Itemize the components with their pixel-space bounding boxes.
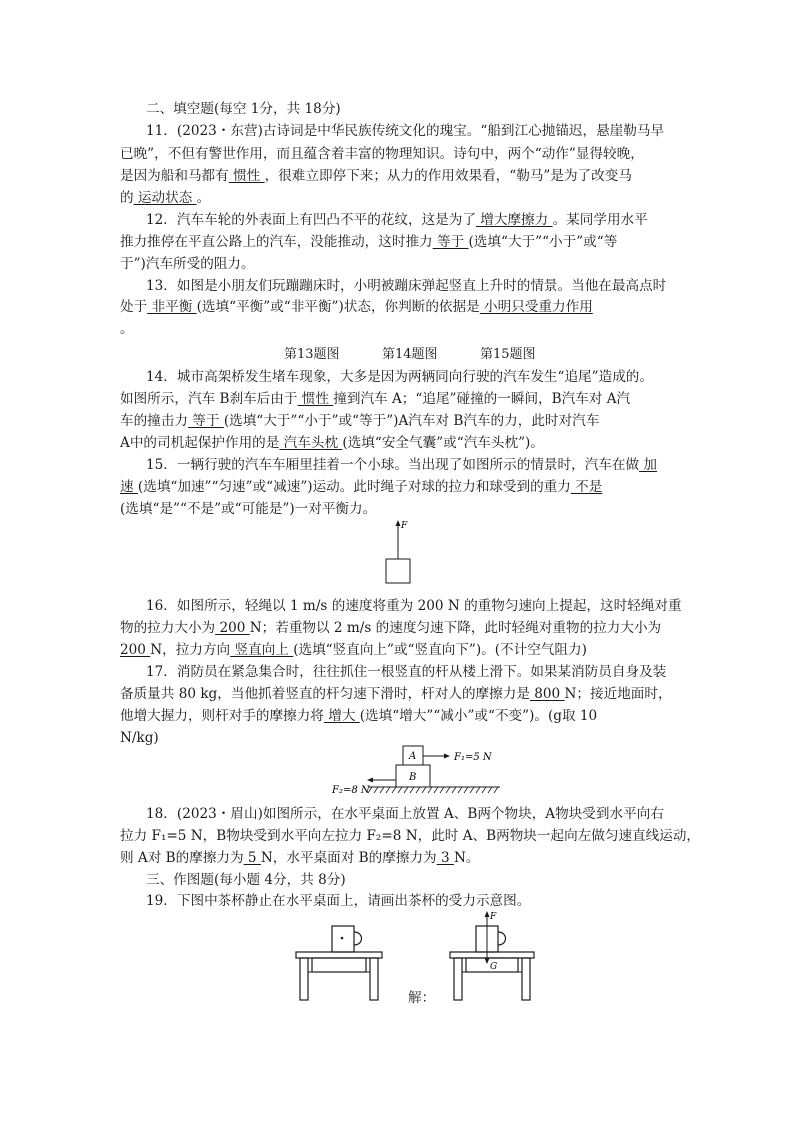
text: 车的撞击力 (120, 413, 188, 429)
text: 则 A对 B的摩擦力为 (120, 850, 244, 866)
answer-blank: 3 (436, 850, 454, 866)
q18-line-3 (120, 850, 479, 866)
figure-16 (380, 516, 430, 588)
q12-line-1 (146, 212, 648, 228)
section-heading-drawing: 三、作图题(每小题 4分，共 8分) (146, 872, 346, 888)
table-top (450, 952, 534, 958)
force-f1-label: F₁=5 N (454, 752, 492, 763)
q13-line-3 (120, 321, 134, 337)
answer-label: 解： (408, 990, 436, 1006)
q14-line-1: 14．城市高架桥发生堵车现象，大多是因为两辆同向行驶的汽车发生“追尾”造成的。 (146, 369, 653, 385)
force-f2-label: F₂=8 N (332, 785, 370, 796)
teacup-handle (354, 932, 362, 945)
figure-19-answer (444, 908, 540, 1004)
q14-line-4 (120, 435, 544, 451)
text: N，水平桌面对 B的摩擦力为 (260, 850, 437, 866)
q17-line-3 (120, 708, 597, 724)
text: (选填“大于”“小于”或“等 (468, 234, 618, 250)
answer-blank: 速 (120, 479, 138, 495)
force-label-g: G (490, 962, 498, 972)
text: (选填“平衡”或“非平衡”)状态，你判断的依据是 (196, 299, 480, 315)
arrow-up-icon (396, 520, 401, 526)
table-drawer (312, 958, 366, 972)
q16-line-2 (120, 620, 661, 636)
q13-line-2 (120, 299, 593, 315)
answer-blank: 不是 (570, 479, 603, 495)
figure-caption-13: 第13题图 (284, 347, 340, 362)
text: 是因为船和马都有 (120, 168, 229, 184)
text: N；若重物以 2 m/s 的速度匀速下降，此时轻绳对重物的拉力大小为 (249, 620, 662, 636)
answer-blank: 200 (215, 620, 250, 636)
q13-line-1: 13．如图是小朋友们玩蹦蹦床时，小明被蹦床弹起竖直上升时的情景。当他在最高点时 (146, 278, 667, 294)
q11-line-2: 已晚”，不但有警世作用，而且蕴含着丰富的物理知识。诗句中，两个“动作”显得较晚， (120, 146, 644, 162)
answer-blank: 惯性 (297, 391, 334, 407)
answer-blank: 小明只受重力作用 (479, 299, 593, 315)
table-top (296, 952, 382, 958)
q17-line-2 (120, 686, 672, 702)
block-b-label: B (409, 772, 417, 783)
arrow-left-icon (367, 778, 373, 783)
figure-caption-14: 第14题图 (382, 347, 438, 362)
text: 。 (120, 321, 134, 337)
force-label-f: F (401, 521, 408, 531)
arrow-right-icon (444, 754, 450, 759)
text: (选填“竖直向上”或“竖直向下”)。(不计空气阻力) (293, 642, 587, 658)
figure-caption-15: 第15题图 (480, 347, 536, 362)
q19-line-1: 19．下图中茶杯静止在水平桌面上，请画出茶杯的受力示意图。 (146, 893, 531, 909)
text: 。某同学用水平 (552, 212, 648, 228)
text: (选填“安全气囊”或“汽车头枕”)。 (342, 435, 544, 451)
q14-line-3 (120, 413, 599, 429)
table-leg (522, 958, 530, 1000)
q15-line-1 (146, 457, 657, 473)
text: 备质量共 80 kg，当他抓着竖直的杆匀速下滑时，杆对人的摩擦力是 (120, 686, 530, 702)
answer-blank: 惯性 (228, 168, 265, 184)
text: (选填“是”“不是”或“可能是”)一对平衡力。 (120, 501, 377, 517)
answer-blank: 增大 (323, 708, 360, 724)
text: 物的拉力大小为 (120, 620, 216, 636)
text: N。 (453, 850, 480, 866)
text: 的 (120, 190, 134, 206)
answer-blank: 等于 (187, 413, 224, 429)
text: N；接近地面时， (564, 686, 672, 702)
surface-hatching (368, 787, 498, 793)
answer-blank: 5 (243, 850, 261, 866)
answer-blank: 汽车头枕 (279, 435, 343, 451)
arrow-up-icon (485, 911, 490, 917)
answer-blank: 竖直向上 (230, 642, 294, 658)
text: 12．汽车车轮的外表面上有凹凸不平的花纹，这是为了 (146, 212, 476, 228)
text: 他增大握力，则杆对手的摩擦力将 (120, 708, 324, 724)
force-label-f: F (490, 912, 497, 922)
answer-blank: 运动状态 (133, 190, 197, 206)
table-leg (300, 958, 308, 1000)
text: N，拉力方向 (150, 642, 231, 658)
q16-line-1: 16．如图所示，轻绳以 1 m/s 的速度将重为 200 N 的重物匀速向上提起，这时轻绳对重 (146, 598, 682, 614)
section-heading-fill-in: 二、填空题(每空 1分，共 18分) (146, 101, 341, 117)
q11-line-4 (120, 190, 210, 206)
text: 推力推停在平直公路上的汽车，没能推动，这时推力 (120, 234, 433, 250)
table-leg (454, 958, 462, 1000)
teacup-handle (498, 932, 506, 945)
text: 处于 (120, 299, 148, 315)
q15-line-2 (120, 479, 602, 495)
table-leg (370, 958, 378, 1000)
text: ，很难立即停下来；从力的作用效果看，“勒马”是为了改变马 (264, 168, 632, 184)
block-a-label: A (409, 751, 417, 762)
text: A中的司机起保护作用的是 (120, 435, 280, 451)
q18-line-2: 拉力 F₁=5 N，B物块受到水平向左拉力 F₂=8 N，此时 A、B两物块一起向左做匀速直线运动， (120, 828, 701, 844)
text: 如图所示，汽车 B刹车后由于 (120, 391, 298, 407)
center-of-mass-dot (341, 937, 344, 940)
answer-blank: 加 (639, 457, 657, 473)
q14-line-2 (120, 391, 630, 407)
text: (选填“加速”“匀速”或“减速”)运动。此时绳子对球的拉力和球受到的重力 (137, 479, 571, 495)
answer-blank: 增大摩擦力 (475, 212, 553, 228)
text: 撞到汽车 A；“追尾”碰撞的一瞬间，B汽车对 A汽 (333, 391, 631, 407)
q18-line-1: 18．(2023・眉山)如图所示，在水平桌面上放置 A、B两个物块，A物块受到水平向右 (146, 806, 664, 822)
answer-blank: 等于 (432, 234, 469, 250)
text: 15．一辆行驶的汽车车厢里挂着一个小球。当出现了如图所示的情景时，汽车在做 (146, 457, 640, 473)
q15-line-3 (120, 501, 376, 517)
answer-blank: 非平衡 (147, 299, 197, 315)
q11-line-3 (120, 168, 632, 184)
teacup (332, 926, 354, 952)
text: 。 (196, 190, 211, 206)
q17-line-4: N/kg) (120, 730, 159, 746)
text: (选填“大于”“小于”或“等于”)A汽车对 B汽车的力，此时对汽车 (223, 413, 600, 429)
answer-blank: 800 (529, 686, 565, 702)
figure-18 (328, 744, 528, 800)
q16-line-3 (120, 642, 587, 658)
q12-line-2 (120, 234, 617, 250)
figure-19-table (294, 912, 386, 1004)
answer-blank: 200 (120, 642, 151, 658)
weight-block (386, 559, 410, 583)
text: (选填“增大”“减小”或“不变”)。(g取 10 (359, 708, 598, 724)
q17-line-1: 17．消防员在紧急集合时，往往抓住一根竖直的杆从楼上滑下。如果某消防员自身及装 (146, 664, 667, 680)
q12-line-3: 于”)汽车所受的阻力。 (120, 256, 255, 272)
arrow-down-icon (485, 958, 490, 964)
q11-line-1: 11．(2023・东营)古诗词是中华民族传统文化的瑰宝。“船到江心抛锚迟，悬崖勒马早 (146, 123, 665, 139)
